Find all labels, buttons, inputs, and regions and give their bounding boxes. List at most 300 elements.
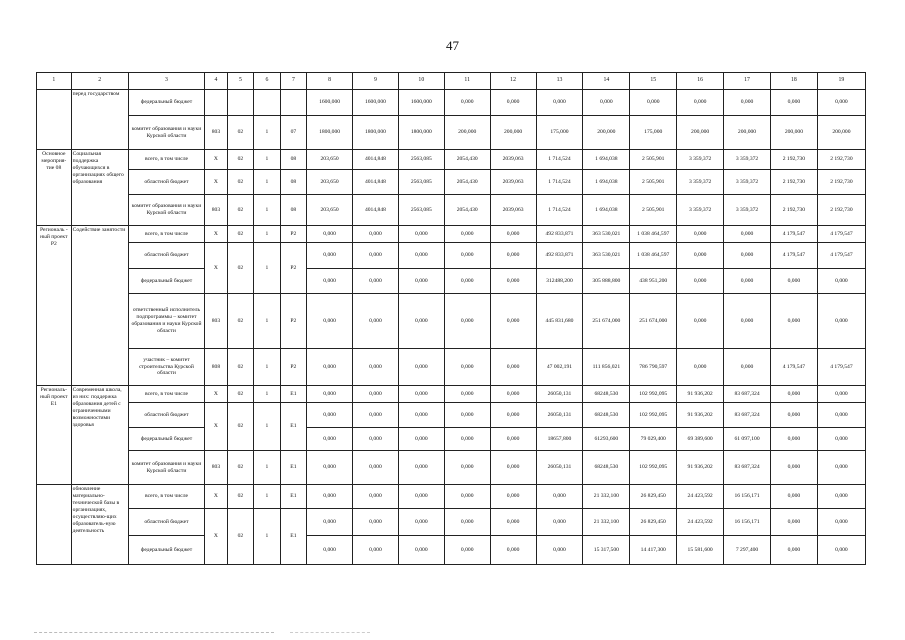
value-cell: 363 530,021 — [583, 226, 630, 243]
value-cell: 175,000 — [630, 116, 677, 150]
header-cell: 10 — [398, 73, 444, 90]
source-cell: комитет образования и науки Курской области — [128, 451, 204, 485]
value-cell: 0,000 — [490, 243, 536, 269]
value-cell: 0,000 — [398, 428, 444, 451]
table-row — [37, 116, 866, 150]
code-cell: 1 — [254, 386, 281, 403]
value-cell: 203,650 — [307, 195, 353, 226]
header-cell: 9 — [353, 73, 399, 90]
value-cell: 200,000 — [583, 116, 630, 150]
value-cell: 0,000 — [817, 294, 865, 349]
value-cell: 1 038 464,597 — [630, 226, 677, 243]
value-cell: 0,000 — [490, 294, 536, 349]
table-row — [37, 269, 866, 294]
value-cell: 0,000 — [353, 294, 399, 349]
value-cell: 14 417,300 — [630, 536, 677, 565]
value-cell: 0,000 — [490, 386, 536, 403]
value-cell: 69 389,600 — [677, 428, 724, 451]
value-cell: 2039,063 — [490, 170, 536, 195]
code-cell: 1 — [254, 226, 281, 243]
code-cell: Х — [205, 226, 227, 243]
value-cell: 2 505,901 — [630, 170, 677, 195]
value-cell: 1 038 464,597 — [630, 243, 677, 269]
value-cell: 0,000 — [353, 386, 399, 403]
header-cell: 3 — [128, 73, 204, 90]
value-cell: 0,000 — [307, 269, 353, 294]
value-cell: 2 505,901 — [630, 150, 677, 170]
value-cell: 21 332,100 — [583, 509, 630, 536]
value-cell: 0,000 — [536, 90, 583, 116]
source-cell: федеральный бюджет — [128, 269, 204, 294]
value-cell: 3 359,372 — [677, 170, 724, 195]
code-cell: 08 — [280, 150, 307, 170]
value-cell: 4 179,547 — [817, 226, 865, 243]
value-cell: 0,000 — [307, 294, 353, 349]
code-cell: 1 — [254, 485, 281, 509]
code-cell: Р2 — [280, 243, 307, 294]
value-cell: 0,000 — [770, 294, 817, 349]
code-cell: 02 — [227, 403, 254, 451]
table-row — [37, 226, 866, 243]
value-cell: 438 951,200 — [630, 269, 677, 294]
code-cell: 1 — [254, 195, 281, 226]
value-cell: 2 192,730 — [770, 170, 817, 195]
value-cell: 0,000 — [353, 451, 399, 485]
row-label-cell: Региональ - ный проект Р2 — [37, 226, 72, 386]
value-cell: 0,000 — [307, 536, 353, 565]
value-cell: 0,000 — [677, 349, 724, 386]
value-cell: 2054,430 — [444, 170, 490, 195]
code-cell — [254, 90, 281, 116]
header-cell: 7 — [280, 73, 307, 90]
code-cell: 1 — [254, 243, 281, 294]
value-cell: 1 694,038 — [583, 195, 630, 226]
value-cell: 16 156,171 — [724, 509, 771, 536]
value-cell: 0,000 — [490, 428, 536, 451]
value-cell: 3 359,372 — [677, 150, 724, 170]
value-cell: 0,000 — [490, 90, 536, 116]
value-cell: 68248,530 — [583, 403, 630, 428]
value-cell: 26050,131 — [536, 386, 583, 403]
value-cell: 0,000 — [490, 509, 536, 536]
value-cell: 0,000 — [353, 226, 399, 243]
value-cell: 0,000 — [724, 349, 771, 386]
value-cell: 47 002,191 — [536, 349, 583, 386]
value-cell: 0,000 — [770, 428, 817, 451]
value-cell: 3 359,372 — [677, 195, 724, 226]
value-cell: 0,000 — [536, 509, 583, 536]
code-cell: 02 — [227, 451, 254, 485]
value-cell: 2 192,730 — [817, 150, 865, 170]
value-cell: 203,650 — [307, 150, 353, 170]
source-cell: федеральный бюджет — [128, 90, 204, 116]
value-cell: 4 179,547 — [770, 226, 817, 243]
value-cell: 0,000 — [677, 226, 724, 243]
value-cell: 0,000 — [307, 349, 353, 386]
value-cell: 61 097,100 — [724, 428, 771, 451]
value-cell: 0,000 — [398, 243, 444, 269]
code-cell: 1 — [254, 509, 281, 565]
value-cell: 200,000 — [770, 116, 817, 150]
value-cell: 0,000 — [770, 386, 817, 403]
code-cell: Х — [205, 403, 227, 451]
value-cell: 0,000 — [770, 90, 817, 116]
value-cell: 0,000 — [444, 403, 490, 428]
value-cell: 2 192,730 — [770, 150, 817, 170]
row-label-cell: Основное мероприя-тие 08 — [37, 150, 72, 226]
value-cell: 0,000 — [817, 269, 865, 294]
source-cell: всего, в том числе — [128, 226, 204, 243]
table-row — [37, 170, 866, 195]
value-cell: 0,000 — [490, 485, 536, 509]
value-cell: 0,000 — [398, 451, 444, 485]
code-cell: 02 — [227, 485, 254, 509]
header-cell: 17 — [724, 73, 771, 90]
code-cell: 02 — [227, 226, 254, 243]
table-row — [37, 485, 866, 509]
table-row — [37, 150, 866, 170]
source-cell: всего, в том числе — [128, 485, 204, 509]
value-cell: 0,000 — [307, 485, 353, 509]
value-cell: 68248,530 — [583, 451, 630, 485]
value-cell: 0,000 — [444, 428, 490, 451]
source-cell: всего, в том числе — [128, 150, 204, 170]
value-cell: 16 156,171 — [724, 485, 771, 509]
code-cell: 1 — [254, 403, 281, 451]
header-row — [37, 73, 866, 90]
code-cell: 02 — [227, 150, 254, 170]
value-cell: 1800,000 — [307, 116, 353, 150]
code-cell — [205, 90, 227, 116]
value-cell: 1600,000 — [353, 90, 399, 116]
value-cell: 1800,000 — [353, 116, 399, 150]
value-cell: 363 530,021 — [583, 243, 630, 269]
value-cell: 0,000 — [398, 349, 444, 386]
value-cell: 2563,085 — [398, 170, 444, 195]
value-cell: 7 297,400 — [724, 536, 771, 565]
value-cell: 2054,430 — [444, 150, 490, 170]
code-cell: 1 — [254, 170, 281, 195]
table-row — [37, 243, 866, 269]
value-cell: 102 992,095 — [630, 403, 677, 428]
value-cell: 2563,085 — [398, 150, 444, 170]
value-cell: 0,000 — [444, 386, 490, 403]
value-cell: 0,000 — [817, 509, 865, 536]
code-cell: 02 — [227, 195, 254, 226]
page-number: 47 — [446, 38, 459, 53]
value-cell: 4 179,547 — [770, 243, 817, 269]
value-cell: 0,000 — [398, 386, 444, 403]
value-cell: 0,000 — [630, 90, 677, 116]
value-cell: 0,000 — [724, 243, 771, 269]
value-cell: 26050,131 — [536, 403, 583, 428]
value-cell: 0,000 — [770, 269, 817, 294]
value-cell: 1 714,524 — [536, 150, 583, 170]
header-cell: 13 — [536, 73, 583, 90]
value-cell: 83 687,324 — [724, 386, 771, 403]
code-cell: 1 — [254, 116, 281, 150]
code-cell: Е1 — [280, 386, 307, 403]
value-cell: 305 888,800 — [583, 269, 630, 294]
value-cell: 1600,000 — [398, 90, 444, 116]
value-cell: 492 833,871 — [536, 226, 583, 243]
value-cell: 0,000 — [583, 90, 630, 116]
value-cell: 0,000 — [353, 536, 399, 565]
value-cell: 15 317,500 — [583, 536, 630, 565]
value-cell: 1800,000 — [398, 116, 444, 150]
value-cell: 0,000 — [770, 485, 817, 509]
value-cell: 0,000 — [444, 349, 490, 386]
code-cell: 02 — [227, 349, 254, 386]
value-cell: 0,000 — [398, 509, 444, 536]
value-cell: 26 829,450 — [630, 509, 677, 536]
table-row — [37, 536, 866, 565]
value-cell: 24 423,592 — [677, 485, 724, 509]
value-cell: 68248,530 — [583, 386, 630, 403]
value-cell: 18657,800 — [536, 428, 583, 451]
value-cell: 4 179,547 — [770, 349, 817, 386]
value-cell: 0,000 — [536, 536, 583, 565]
value-cell: 15 581,600 — [677, 536, 724, 565]
row-label-cell: Современная школа, из них: поддержка образования детей с ограниченными возможностями здоровья — [71, 386, 128, 485]
value-cell: 0,000 — [444, 451, 490, 485]
value-cell: 0,000 — [398, 226, 444, 243]
code-cell: 1 — [254, 150, 281, 170]
header-cell: 19 — [817, 73, 865, 90]
value-cell: 0,000 — [398, 294, 444, 349]
code-cell: Х — [205, 386, 227, 403]
value-cell: 200,000 — [724, 116, 771, 150]
table-row — [37, 294, 866, 349]
header-cell: 1 — [37, 73, 72, 90]
value-cell: 0,000 — [724, 226, 771, 243]
value-cell: 0,000 — [307, 451, 353, 485]
table-row — [37, 90, 866, 116]
value-cell: 312488,200 — [536, 269, 583, 294]
value-cell: 0,000 — [307, 243, 353, 269]
value-cell: 786 790,597 — [630, 349, 677, 386]
value-cell: 203,650 — [307, 170, 353, 195]
value-cell: 0,000 — [444, 536, 490, 565]
code-cell: 02 — [227, 294, 254, 349]
code-cell: Х — [205, 150, 227, 170]
value-cell: 1600,000 — [307, 90, 353, 116]
code-cell: Е1 — [280, 403, 307, 451]
value-cell: 0,000 — [677, 269, 724, 294]
value-cell: 4014,848 — [353, 150, 399, 170]
row-label-cell: Содействие занятости — [71, 226, 128, 386]
code-cell: Х — [205, 170, 227, 195]
table-row — [37, 349, 866, 386]
value-cell: 251 674,000 — [630, 294, 677, 349]
table-row — [37, 428, 866, 451]
value-cell: 0,000 — [677, 294, 724, 349]
value-cell: 2039,063 — [490, 150, 536, 170]
value-cell: 4 179,547 — [817, 349, 865, 386]
value-cell: 492 833,871 — [536, 243, 583, 269]
value-cell: 0,000 — [353, 403, 399, 428]
value-cell: 0,000 — [398, 485, 444, 509]
value-cell: 0,000 — [353, 428, 399, 451]
value-cell: 1 714,524 — [536, 170, 583, 195]
value-cell: 102 992,095 — [630, 451, 677, 485]
code-cell: 803 — [205, 195, 227, 226]
value-cell: 0,000 — [353, 485, 399, 509]
value-cell: 0,000 — [307, 403, 353, 428]
code-cell: 02 — [227, 116, 254, 150]
header-cell: 4 — [205, 73, 227, 90]
value-cell: 83 687,324 — [724, 403, 771, 428]
value-cell: 0,000 — [770, 403, 817, 428]
value-cell: 0,000 — [444, 243, 490, 269]
value-cell: 4 179,547 — [817, 243, 865, 269]
value-cell: 0,000 — [677, 243, 724, 269]
value-cell: 4014,848 — [353, 195, 399, 226]
value-cell: 0,000 — [353, 269, 399, 294]
value-cell: 0,000 — [817, 386, 865, 403]
code-cell: 08 — [280, 170, 307, 195]
source-cell: комитет образования и науки Курской области — [128, 116, 204, 150]
value-cell: 445 831,680 — [536, 294, 583, 349]
code-cell: Е1 — [280, 451, 307, 485]
value-cell: 61293,600 — [583, 428, 630, 451]
value-cell: 0,000 — [770, 509, 817, 536]
value-cell: 0,000 — [444, 485, 490, 509]
value-cell: 200,000 — [677, 116, 724, 150]
value-cell: 0,000 — [817, 536, 865, 565]
source-cell: всего, в том числе — [128, 386, 204, 403]
value-cell: 0,000 — [398, 536, 444, 565]
value-cell: 2563,085 — [398, 195, 444, 226]
value-cell: 0,000 — [817, 403, 865, 428]
row-label-cell: Социальная поддержка обучающихся в организациях общего образования — [71, 150, 128, 226]
value-cell: 26050,131 — [536, 451, 583, 485]
code-cell: Е1 — [280, 509, 307, 565]
code-cell: Х — [205, 485, 227, 509]
value-cell: 0,000 — [444, 90, 490, 116]
value-cell: 91 936,202 — [677, 451, 724, 485]
code-cell: Р2 — [280, 226, 307, 243]
code-cell: 1 — [254, 294, 281, 349]
value-cell: 0,000 — [444, 509, 490, 536]
source-cell: комитет образования и науки Курской области — [128, 195, 204, 226]
value-cell: 200,000 — [490, 116, 536, 150]
code-cell: 808 — [205, 349, 227, 386]
value-cell: 175,000 — [536, 116, 583, 150]
bottom-divider — [34, 632, 274, 633]
value-cell: 0,000 — [490, 451, 536, 485]
table-row — [37, 509, 866, 536]
header-cell: 2 — [71, 73, 128, 90]
value-cell: 0,000 — [724, 90, 771, 116]
value-cell: 4014,848 — [353, 170, 399, 195]
code-cell: Х — [205, 509, 227, 565]
bottom-divider — [290, 632, 370, 633]
value-cell: 0,000 — [307, 226, 353, 243]
value-cell: 3 359,372 — [724, 150, 771, 170]
code-cell: 803 — [205, 116, 227, 150]
value-cell: 200,000 — [444, 116, 490, 150]
value-cell: 0,000 — [398, 403, 444, 428]
value-cell: 0,000 — [817, 428, 865, 451]
source-cell: ответственный исполнитель подпрограммы – комитет образования и науки Курской области — [128, 294, 204, 349]
code-cell — [280, 90, 307, 116]
value-cell: 79 029,400 — [630, 428, 677, 451]
source-cell: федеральный бюджет — [128, 428, 204, 451]
value-cell: 0,000 — [398, 269, 444, 294]
value-cell: 2054,430 — [444, 195, 490, 226]
code-cell: 08 — [280, 195, 307, 226]
code-cell: Р2 — [280, 294, 307, 349]
code-cell: 02 — [227, 243, 254, 294]
value-cell: 1 714,524 — [536, 195, 583, 226]
value-cell: 0,000 — [307, 509, 353, 536]
value-cell: 2 192,730 — [817, 170, 865, 195]
code-cell: Х — [205, 243, 227, 294]
value-cell: 0,000 — [817, 90, 865, 116]
value-cell: 83 687,324 — [724, 451, 771, 485]
row-label-cell: Региональ- ный проект Е1 — [37, 386, 72, 485]
value-cell: 102 992,095 — [630, 386, 677, 403]
value-cell: 0,000 — [444, 226, 490, 243]
header-cell: 5 — [227, 73, 254, 90]
value-cell: 0,000 — [444, 294, 490, 349]
value-cell: 91 936,202 — [677, 403, 724, 428]
table-row — [37, 451, 866, 485]
header-cell: 8 — [307, 73, 353, 90]
budget-table — [36, 72, 866, 565]
value-cell: 2 505,901 — [630, 195, 677, 226]
code-cell: Р2 — [280, 349, 307, 386]
value-cell: 24 423,592 — [677, 509, 724, 536]
header-cell: 6 — [254, 73, 281, 90]
header-cell: 11 — [444, 73, 490, 90]
header-cell: 14 — [583, 73, 630, 90]
value-cell: 0,000 — [353, 509, 399, 536]
source-cell: федеральный бюджет — [128, 536, 204, 565]
value-cell: 0,000 — [353, 349, 399, 386]
source-cell: областной бюджет — [128, 170, 204, 195]
value-cell: 0,000 — [490, 226, 536, 243]
value-cell: 0,000 — [536, 485, 583, 509]
value-cell: 0,000 — [490, 269, 536, 294]
code-cell: 1 — [254, 349, 281, 386]
table-row — [37, 403, 866, 428]
row-label-cell — [37, 90, 72, 150]
value-cell: 2 192,730 — [770, 195, 817, 226]
code-cell: 803 — [205, 294, 227, 349]
code-cell — [227, 90, 254, 116]
value-cell: 2039,063 — [490, 195, 536, 226]
value-cell: 3 359,372 — [724, 195, 771, 226]
header-cell: 16 — [677, 73, 724, 90]
value-cell: 0,000 — [724, 269, 771, 294]
value-cell: 26 829,450 — [630, 485, 677, 509]
value-cell: 200,000 — [817, 116, 865, 150]
value-cell: 111 856,021 — [583, 349, 630, 386]
value-cell: 251 674,000 — [583, 294, 630, 349]
table-row — [37, 386, 866, 403]
code-cell: 803 — [205, 451, 227, 485]
code-cell: 1 — [254, 451, 281, 485]
value-cell: 0,000 — [353, 243, 399, 269]
code-cell: 02 — [227, 386, 254, 403]
table-row — [37, 195, 866, 226]
code-cell: 02 — [227, 509, 254, 565]
value-cell: 1 694,038 — [583, 150, 630, 170]
value-cell: 21 332,100 — [583, 485, 630, 509]
value-cell: 3 359,372 — [724, 170, 771, 195]
